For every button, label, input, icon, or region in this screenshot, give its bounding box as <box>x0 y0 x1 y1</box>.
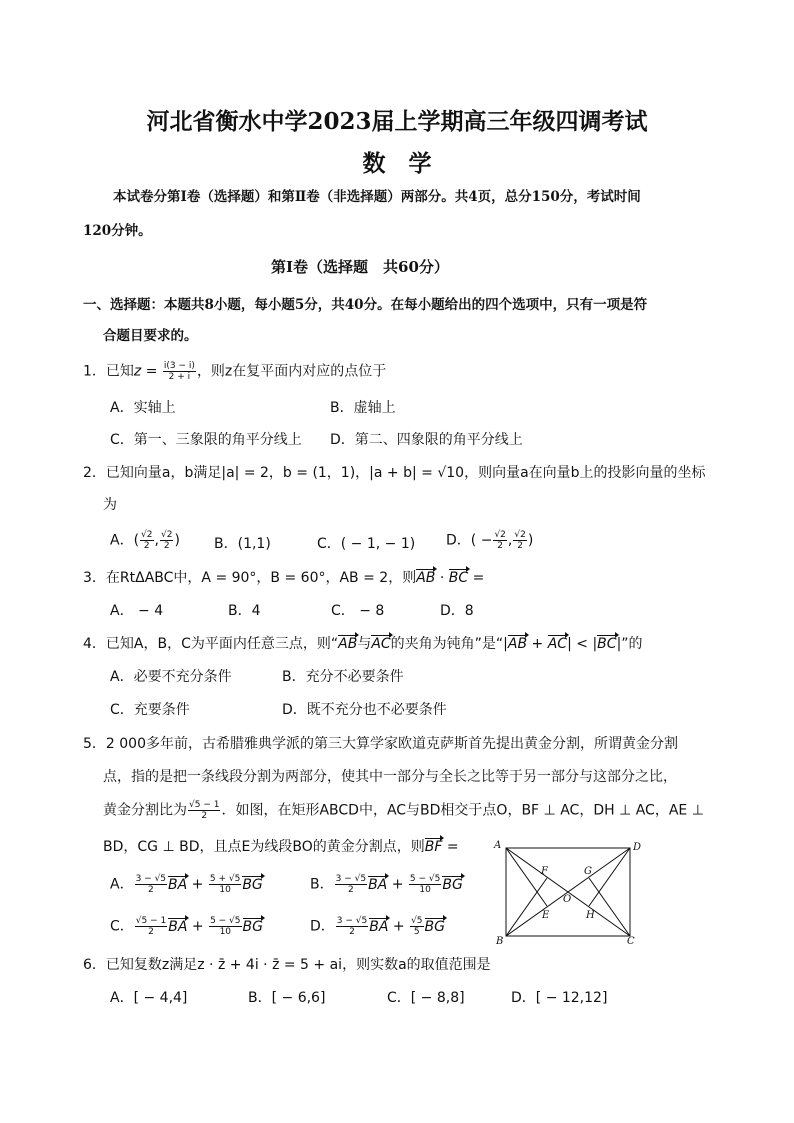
q3-option-d: D．8 <box>440 603 474 619</box>
q5-c-vec-2: BG <box>242 918 263 935</box>
q4-and: 与 <box>357 636 372 652</box>
q5-d-frac-2 <box>410 916 423 937</box>
q3-option-b: B．4 <box>228 603 261 619</box>
question-4-stem <box>83 634 643 654</box>
q5-c-d2: 10 <box>219 927 232 937</box>
question-6-stem: 6．已知复数z满足z · z̄ + 4i · z̄ = 5 + ai，则实数a的取值范围是 <box>83 957 491 973</box>
segment-ae <box>506 848 547 906</box>
q4-vector-ab: AB <box>338 636 358 652</box>
question-5-line-3 <box>103 800 704 821</box>
question-1-stem <box>83 361 386 382</box>
q5-option-b <box>310 874 463 895</box>
q2-d-d2: 2 <box>517 541 523 551</box>
q5-a-label: A． <box>110 876 134 893</box>
question-5-line-1: 5．2 000多年前，古希腊雅典学派的第三大算学家欧道克萨斯首先提出黄金分割，所谓黄金分割 <box>83 736 678 752</box>
question-2-line-2: 为 <box>103 497 117 513</box>
q2-a-n2: √2 <box>160 530 173 540</box>
q5-ratio-num: √5 − 1 <box>189 800 220 810</box>
q5-b-vec-2: BG <box>442 876 463 893</box>
q6-option-d: D．[ − 12,12] <box>511 990 608 1006</box>
label-b: B <box>496 936 504 947</box>
q2-option-b: B．(1,1) <box>214 536 271 552</box>
q1-numerator: i(3 − i) <box>163 361 195 371</box>
q5-option-a <box>110 874 263 895</box>
q5-line3-rest: ．如图，在矩形ABCD中，AC与BD相交于点O，BF ⊥ AC，DH ⊥ AC，AE ⊥ <box>221 802 704 819</box>
part-title: 第Ⅰ卷（选择题 共60分） <box>271 258 449 276</box>
label-g: G <box>584 866 592 877</box>
q4-suffix: |”的 <box>616 636 643 652</box>
q5-line4-pre: BD，CG ⊥ BD，且点E为线段BO的黄金分割点，则 <box>103 839 425 855</box>
q2-d-n2: √2 <box>514 530 526 540</box>
q5-a-d1: 2 <box>147 885 154 895</box>
question-2-line-1: 2．已知向量a，b满足|a| = 2，b = (1，1)，|a + b| = √10，则向量a在向量b上的投影向量的坐标 <box>83 465 706 481</box>
q2-a-d1: 2 <box>143 541 150 551</box>
q1-denominator: 2 + i <box>168 372 191 382</box>
q3-option-c: C． − 8 <box>331 603 385 619</box>
q1-fraction <box>163 361 196 382</box>
q4-prefix: 4．已知A，B，C为平面内任意三点，则“ <box>83 636 339 652</box>
q2-d-frac-1 <box>493 530 506 551</box>
q5-d-d2: 5 <box>413 927 420 937</box>
q1-var: z <box>133 363 142 380</box>
q5-b-label: B． <box>310 876 334 893</box>
q2-d-frac-2 <box>513 530 526 551</box>
q4-vector-ac-2: AC <box>547 636 568 652</box>
q3-vector-ab: AB <box>416 570 436 586</box>
rectangle-figure <box>490 838 650 948</box>
q6-option-c: C．[ − 8,8] <box>387 990 465 1006</box>
q5-vector-bf: BF <box>424 839 443 855</box>
q2-a-n1: √2 <box>141 530 153 540</box>
q5-a-vec-2: BG <box>242 876 263 893</box>
q1-option-b: B．虚轴上 <box>330 400 396 416</box>
q5-d-op: + <box>388 918 410 935</box>
q2-option-d: D．( − $\frac{√2}{2}$ , $\frac{√2}{2}$ ) <box>446 530 534 551</box>
q5-a-op: + <box>187 876 208 893</box>
q5-b-op: + <box>387 876 408 893</box>
q4-vector-ac: AC <box>371 636 391 652</box>
q4-middle: 的夹角为钝角”是“| <box>390 636 508 652</box>
q1-prefix: 1．已知 <box>83 363 134 380</box>
q5-c-frac-1 <box>135 916 167 937</box>
q4-vector-ab-2: AB <box>507 636 528 652</box>
q5-b-vec-1: BA <box>368 876 388 893</box>
q5-ratio-label: 黄金分割比为 <box>103 802 187 819</box>
q5-d-n1: 3 − √5 <box>336 916 368 926</box>
q5-d-vec-2: BG <box>424 918 445 935</box>
q4-option-c: C．充要条件 <box>110 702 190 718</box>
label-e: E <box>542 910 550 921</box>
label-o: O <box>563 894 572 905</box>
q5-d-vec-1: BA <box>369 918 389 935</box>
q2-a-frac-2 <box>160 530 173 551</box>
label-c: C <box>627 936 635 947</box>
q5-a-n1: 3 − √5 <box>135 874 167 884</box>
question-3-stem <box>83 568 484 588</box>
question-5-line-2: 点，指的是把一条线段分割为两部分，使其中一部分与全长之比等于另一部分与这部分之比， <box>103 769 677 785</box>
q5-golden-ratio <box>188 800 220 821</box>
section-heading-line-1: 一、选择题：本题共8小题，每小题5分，共40分。在每小题给出的四个选项中，只有一项是符 <box>83 297 648 313</box>
q5-d-label: D． <box>310 918 335 935</box>
q2-a-frac-1 <box>140 530 153 551</box>
q2-d-close: ) <box>527 532 534 549</box>
q6-option-a: A．[ − 4,4] <box>110 990 188 1006</box>
q5-option-d <box>310 916 445 937</box>
q5-line4-post: = <box>442 839 459 855</box>
q5-b-n2: 5 − √5 <box>409 874 441 884</box>
q5-b-d2: 10 <box>419 885 431 895</box>
q5-c-label: C． <box>110 918 134 935</box>
q2-d-n1: √2 <box>494 530 506 540</box>
q3-option-a: A． − 4 <box>110 603 164 619</box>
segment-dh <box>589 848 630 906</box>
q5-a-frac-2 <box>209 874 241 895</box>
q5-a-frac-1 <box>135 874 167 895</box>
exam-title: 河北省衡水中学2023届上学期高三年级四调考试 <box>146 108 648 135</box>
segment-cg <box>589 878 630 936</box>
q5-d-d1: 2 <box>349 927 355 937</box>
q5-c-frac-2 <box>209 916 241 937</box>
q5-a-d2: 10 <box>219 885 231 895</box>
q1-option-c: C．第一、三象限的角平分线上 <box>110 432 302 448</box>
q4-plus: + <box>527 636 548 652</box>
q5-c-d1: 2 <box>148 927 154 937</box>
q5-ratio-den: 2 <box>201 811 208 821</box>
label-d: D <box>633 842 642 853</box>
q4-vector-bc: BC <box>597 636 617 652</box>
q5-a-vec-1: BA <box>168 876 188 893</box>
q4-option-a: A．必要不充分条件 <box>110 669 232 685</box>
question-5-line-4 <box>103 837 459 857</box>
q3-vector-bc: BC <box>448 570 469 586</box>
q2-option-c: C．( − 1, − 1) <box>317 536 416 552</box>
q5-c-vec-1: BA <box>168 918 188 935</box>
q1-option-a: A．实轴上 <box>110 400 176 416</box>
q2-d-d1: 2 <box>497 541 504 551</box>
q5-b-frac-1 <box>335 874 367 895</box>
q2-a-close: ) <box>174 532 180 549</box>
q5-b-d1: 2 <box>347 885 354 895</box>
q2-option-a: A．( $\frac{√2}{2}$ , $\frac{√2}{2}$ ) <box>110 530 180 551</box>
q5-a-n2: 5 + √5 <box>209 874 241 884</box>
q5-b-n1: 3 − √5 <box>335 874 367 884</box>
q2-d-open: D．( − <box>446 532 493 549</box>
q2-a-open: A．( <box>110 532 140 549</box>
q5-option-c <box>110 916 263 937</box>
q5-c-op: + <box>187 918 209 935</box>
q4-option-b: B．充分不必要条件 <box>282 669 404 685</box>
q1-suffix: ，则z在复平面内对应的点位于 <box>196 363 387 380</box>
intro-line-1: 本试卷分第Ⅰ卷（选择题）和第Ⅱ卷（非选择题）两部分。共4页，总分150分，考试时间 <box>113 189 641 205</box>
q4-option-d: D．既不充分也不必要条件 <box>282 702 447 718</box>
segment-bf <box>506 878 547 936</box>
q4-less-than: | < | <box>567 636 598 652</box>
intro-line-2: 120分钟。 <box>83 223 152 239</box>
q1-option-d: D．第二、四象限的角平分线上 <box>330 432 523 448</box>
q5-b-frac-2 <box>409 874 441 895</box>
q2-a-d2: 2 <box>163 541 170 551</box>
section-heading-line-2: 合题目要求的。 <box>103 328 198 344</box>
q5-c-n2: 5 − √5 <box>210 916 241 926</box>
label-a: A <box>494 840 502 851</box>
q5-c-n1: √5 − 1 <box>135 916 167 926</box>
q6-option-b: B．[ − 6,6] <box>248 990 326 1006</box>
q3-dot: · <box>435 570 449 586</box>
label-h: H <box>586 910 595 921</box>
q1-eq: = <box>141 363 162 380</box>
q5-d-frac-1 <box>336 916 368 937</box>
q3-prefix: 3．在RtΔABC中，A = 90°，B = 60°，AB = 2，则 <box>83 570 417 586</box>
q5-d-n2: √5 <box>411 916 423 926</box>
subject-title: 数 学 <box>362 150 432 177</box>
label-f: F <box>541 866 548 877</box>
q3-suffix: = <box>468 570 485 586</box>
